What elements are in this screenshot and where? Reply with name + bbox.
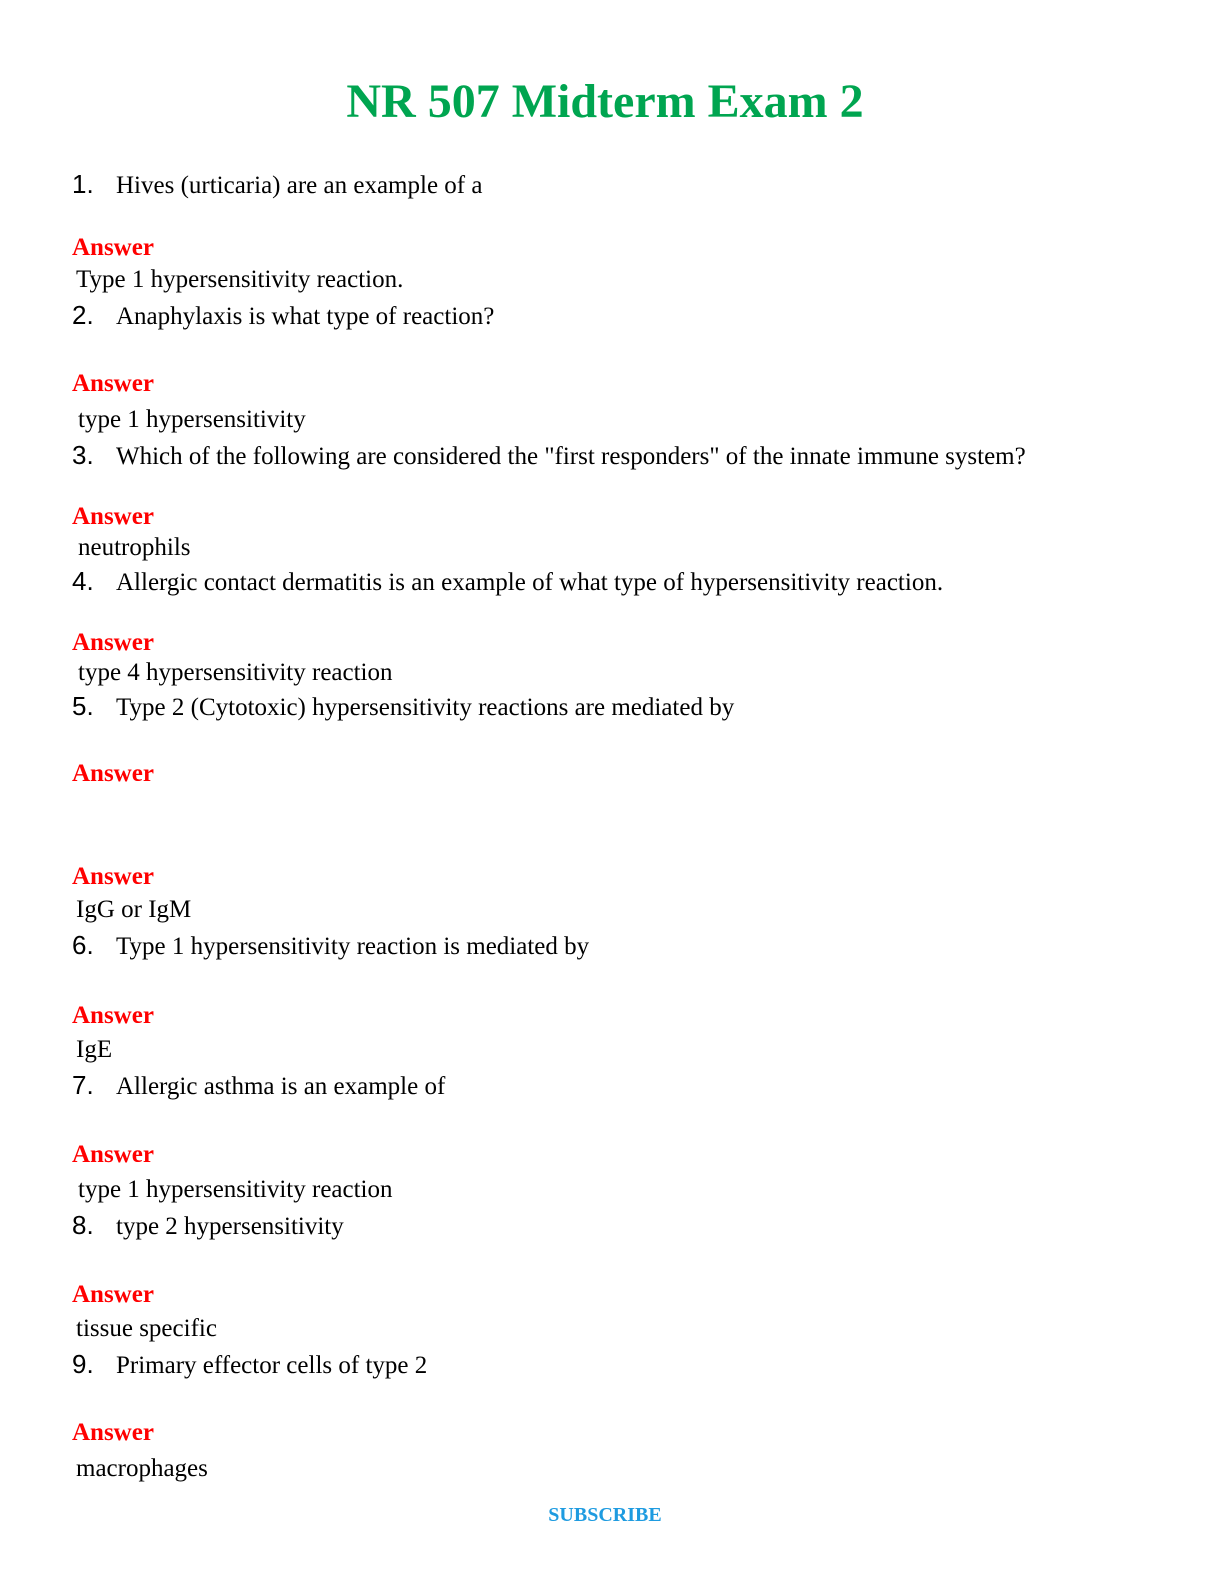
question-number: 3.	[72, 440, 94, 470]
question-6	[72, 928, 589, 964]
answer-label: Answer	[72, 1002, 154, 1029]
question-text: Type 1 hypersensitivity reaction is mediated by	[116, 933, 590, 960]
question-text: Primary effector cells of type 2	[116, 1352, 428, 1379]
answer-text: type 1 hypersensitivity	[78, 406, 306, 433]
question-1	[72, 167, 482, 203]
answer-text: Type 1 hypersensitivity reaction.	[76, 266, 404, 293]
question-number: 7.	[72, 1070, 94, 1100]
answer-label: Answer	[72, 1141, 154, 1168]
question-text: type 2 hypersensitivity	[116, 1213, 344, 1240]
question-2	[72, 298, 494, 334]
answer-text: IgE	[76, 1036, 113, 1063]
question-number: 9.	[72, 1349, 94, 1379]
question-text: Allergic contact dermatitis is an example of what type of hypersensitivity reaction.	[116, 569, 944, 596]
question-text: Type 2 (Cytotoxic) hypersensitivity reactions are mediated by	[116, 694, 735, 721]
answer-text: macrophages	[76, 1455, 208, 1482]
question-5	[72, 689, 734, 725]
question-number: 6.	[72, 930, 94, 960]
question-3	[72, 438, 1026, 474]
question-number: 4.	[72, 566, 94, 596]
question-number: 5.	[72, 691, 94, 721]
subscribe-link[interactable]: SUBSCRIBE	[548, 1504, 662, 1526]
question-text: Hives (urticaria) are an example of a	[116, 172, 483, 199]
answer-label: Answer	[72, 1281, 154, 1308]
answer-text: tissue specific	[76, 1315, 217, 1342]
question-4	[72, 564, 943, 600]
answer-text: IgG or IgM	[76, 896, 192, 923]
question-text: Anaphylaxis is what type of reaction?	[116, 303, 495, 330]
question-number: 8.	[72, 1210, 94, 1240]
question-number: 1.	[72, 169, 94, 199]
question-7	[72, 1068, 445, 1104]
answer-label: Answer	[72, 370, 154, 397]
question-text: Allergic asthma is an example of	[116, 1073, 446, 1100]
answer-label: Answer	[72, 629, 154, 656]
answer-label: Answer	[72, 1419, 154, 1446]
answer-text: neutrophils	[78, 534, 191, 561]
page-title: NR 507 Midterm Exam 2	[346, 75, 864, 128]
question-text: Which of the following are considered the "first responders" of the innate immune system?	[116, 443, 1026, 470]
question-8	[72, 1208, 344, 1244]
answer-text: type 1 hypersensitivity reaction	[78, 1176, 393, 1203]
answer-label: Answer	[72, 760, 154, 787]
answer-label: Answer	[72, 863, 154, 890]
answer-text: type 4 hypersensitivity reaction	[78, 659, 393, 686]
answer-label: Answer	[72, 234, 154, 261]
question-number: 2.	[72, 300, 94, 330]
answer-label: Answer	[72, 503, 154, 530]
question-9	[72, 1347, 427, 1383]
